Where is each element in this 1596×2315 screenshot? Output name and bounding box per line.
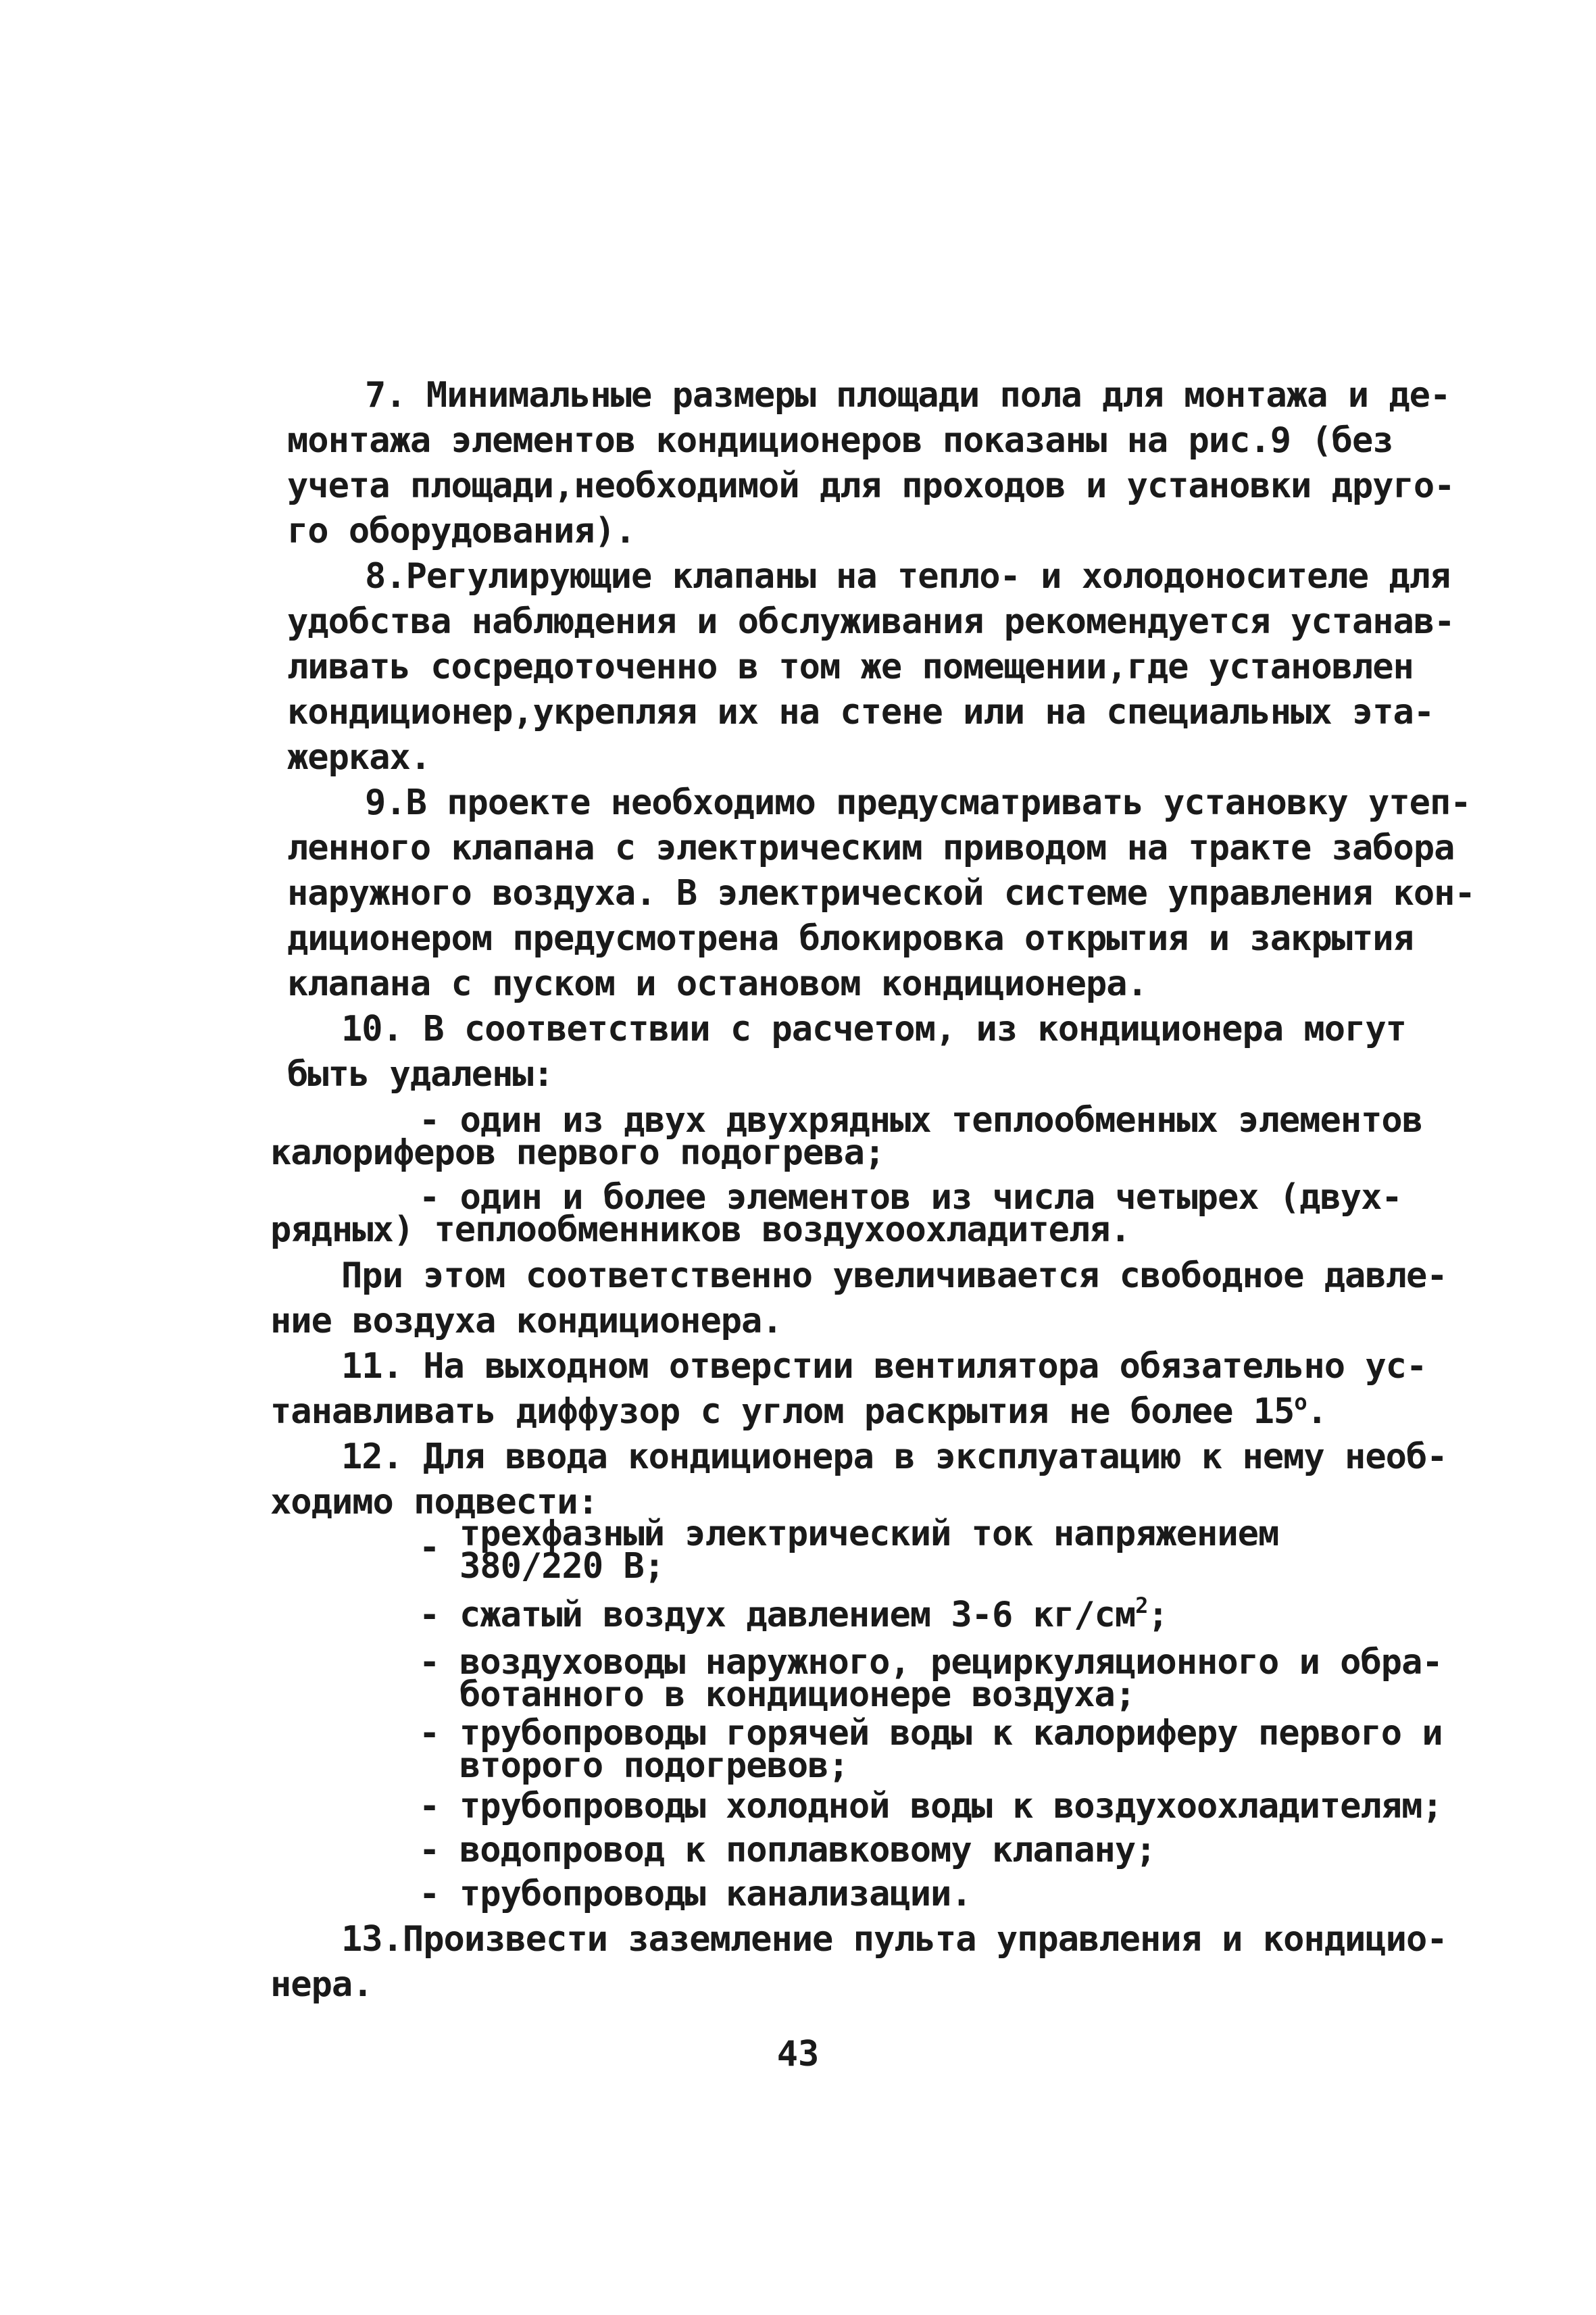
list-item-3-line2: ботанного в кондиционере воздуха;: [459, 1674, 1136, 1715]
degree-sup: о: [1294, 1389, 1307, 1415]
p10-line2: быть удалены:: [287, 1054, 553, 1095]
page-number: 43: [776, 2034, 820, 2074]
p10c-line2: ние воздуха кондиционера.: [270, 1301, 782, 1341]
list-dash-3: -: [419, 1642, 440, 1683]
p9-line1: 9.В проекте необходимо предусматривать установку утеп-: [365, 782, 1471, 823]
list-item-2-text: сжатый воздух давлением 3-6 кг/см: [459, 1595, 1136, 1635]
p11-end: .: [1306, 1391, 1327, 1432]
list-dash-1: -: [419, 1527, 440, 1568]
list-item-3-line1: воздуховоды наружного, рециркуляционного и обра-: [459, 1642, 1443, 1683]
p11-line2-text: танавливать диффузор с углом раскрытия не более 15: [270, 1391, 1295, 1432]
p10-line1: 10. В соответствии с расчетом, из кондиционера могут: [341, 1009, 1406, 1049]
p10a-line2: калориферов первого подогрева;: [270, 1132, 885, 1173]
p10b-line1: - один и более элементов из числа четырех (двух-: [419, 1177, 1402, 1218]
squared-sup: 2: [1135, 1593, 1148, 1618]
p9-line4: диционером предусмотрена блокировка открытия и закрытия: [287, 918, 1414, 959]
p11-line2: [270, 1391, 1327, 1432]
p12-line2: ходимо подвести:: [270, 1482, 598, 1522]
p8-line3: ливать сосредоточенно в том же помещении,где установлен: [287, 647, 1414, 687]
list-item-4-line1: трубопроводы горячей воды к калориферу первого и: [459, 1713, 1443, 1753]
list-item-6: водопровод к поплавковому клапану;: [459, 1830, 1156, 1870]
p9-line3: наружного воздуха. В электрической системе управления кон-: [287, 873, 1475, 914]
p8-line2: удобства наблюдения и обслуживания рекомендуется устанав-: [287, 601, 1455, 642]
p8-line5: жерках.: [287, 737, 431, 778]
p8-line4: кондиционер,укрепляя их на стене или на специальных эта-: [287, 692, 1435, 732]
p10b-line2: рядных) теплообменников воздухоохладителя.: [270, 1210, 1130, 1250]
p10c-line1: При этом соответственно увеличивается свободное давле-: [341, 1255, 1447, 1296]
list-item-1-line2: 380/220 В;: [459, 1546, 665, 1587]
p8-line1: 8.Регулирующие клапаны на тепло- и холодоносителе для: [365, 556, 1451, 597]
list-dash-5: -: [419, 1786, 440, 1826]
p13-line1: 13.Произвести заземление пульта управления и кондицио-: [341, 1919, 1447, 1960]
p7-line4: го оборудования).: [287, 511, 636, 551]
list-item-2: [459, 1595, 1168, 1635]
p12-line1: 12. Для ввода кондиционера в эксплуатацию к нему необ-: [341, 1437, 1447, 1477]
list-dash-7: -: [419, 1874, 440, 1914]
list-item-2-end: ;: [1147, 1595, 1168, 1635]
p9-line5: клапана с пуском и остановом кондиционера.: [287, 964, 1147, 1004]
list-dash-4: -: [419, 1713, 440, 1753]
list-dash-2: -: [419, 1595, 440, 1635]
list-item-5: трубопроводы холодной воды к воздухоохладителям;: [459, 1786, 1443, 1826]
p7-line3: учета площади,необходимой для проходов и установки друго-: [287, 466, 1455, 506]
p7-line1: 7. Минимальные размеры площади пола для монтажа и де-: [365, 375, 1451, 416]
p7-line2: монтажа элементов кондиционеров показаны на рис.9 (без: [287, 420, 1393, 461]
p10a-line1: - один из двух двухрядных теплообменных элементов: [419, 1100, 1423, 1141]
p13-line2: нера.: [270, 1964, 373, 2005]
p11-line1: 11. На выходном отверстии вентилятора обязательно ус-: [341, 1346, 1427, 1387]
list-item-7: трубопроводы канализации.: [459, 1874, 972, 1914]
list-item-4-line2: второго подогревов;: [459, 1745, 849, 1786]
p9-line2: ленного клапана с электрическим приводом на тракте забора: [287, 828, 1455, 868]
list-item-1-line1: трехфазный электрический ток напряжением: [459, 1514, 1279, 1554]
list-dash-6: -: [419, 1830, 440, 1870]
